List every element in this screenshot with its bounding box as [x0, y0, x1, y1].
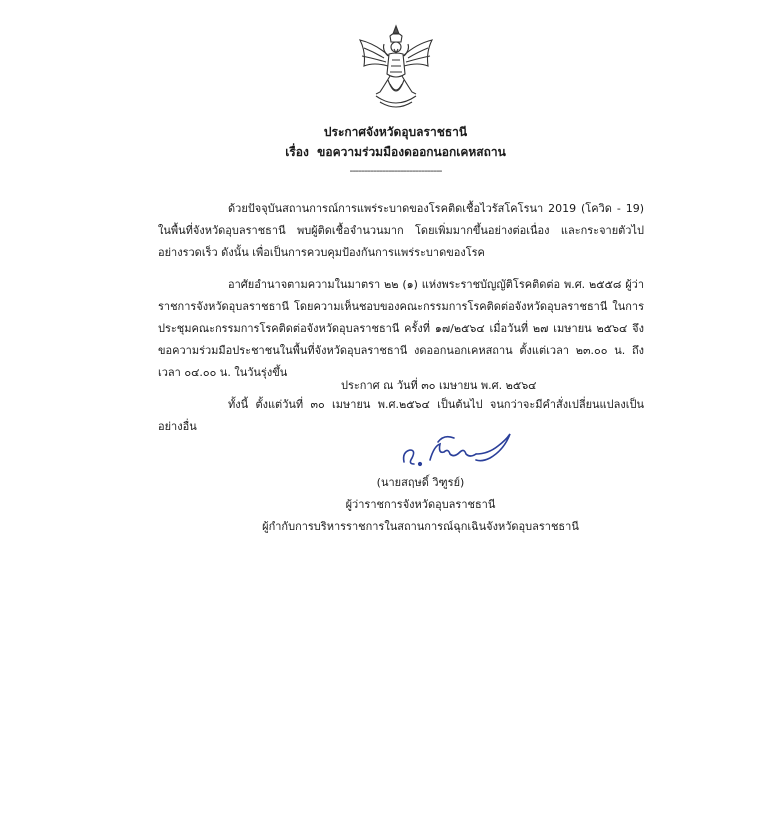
paragraph-situation — [158, 198, 644, 264]
paragraph-effective-text: ทั้งนี้ ตั้งแต่วันที่ ๓๐ เมษายน พ.ศ.๒๕๖๔ เป็นต้นไป จนกว่าจะมีคำสั่งเปลี่ยนแปลงเป็นอย่างอื่น — [158, 398, 644, 433]
paragraph-authority-text: อาศัยอำนาจตามความในมาตรา ๒๒ (๑) แห่งพระราชบัญญัติโรคติดต่อ พ.ศ. ๒๕๕๘ ผู้ว่าราชการจังหวัดอุบลราชธานี โดยความเห็นชอบของคณะกรรมการโรคติดต่อจังหวัดอุบลราชธานี ในการประชุมคณะกรรมการโรคติดต่อจังหวัดอุบลราชธานี ครั้งที่ ๑๗/๒๕๖๔ เมื่อวันที่ ๒๗ เมษายน ๒๕๖๔ จึงขอความร่วมมือประชาชนในพื้นที่จังหวัดอุบลราชธานี งดออกนอกเคหสถาน ตั้งแต่เวลา ๒๓.๐๐ น. ถึงเวลา ๐๔.๐๐ น. ในวันรุ่งขึ้น — [158, 278, 644, 379]
document-body — [158, 198, 644, 448]
signer-name: (นายสฤษดิ์ วิฑูรย์) — [376, 476, 465, 489]
document-title: ประกาศจังหวัดอุบลราชธานี — [323, 125, 468, 139]
paragraph-situation-text: ด้วยปัจจุบันสถานการณ์การแพร่ระบาดของโรคติดเชื้อไวรัสโคโรนา 2019 (โควิด - 19) ในพื้นที่จังหวัดอุบลราชธานี พบผู้ติดเชื้อจำนวนมาก โดยเพิ่มมากขึ้นอย่างต่อเนื่อง และกระจายตัวไปอย่างรวดเร็ว ดังนั้น เพื่อเป็นการควบคุมป้องกันการแพร่ระบาดของโรค — [158, 202, 644, 259]
subject-text: ขอความร่วมมืองดออกนอกเคหสถาน — [317, 145, 506, 159]
divider-rule: ------------------------------- — [349, 164, 442, 177]
signer-block — [0, 472, 769, 538]
subject-label: เรื่อง — [285, 145, 309, 159]
signer-role: ผู้กำกับการบริหารราชการในสถานการณ์ฉุกเฉินจังหวัดอุบลราชธานี — [262, 520, 579, 533]
paragraph-authority — [158, 274, 644, 384]
handwritten-signature — [398, 424, 518, 470]
garuda-emblem-icon — [354, 22, 438, 114]
announcement-date: ประกาศ ณ วันที่ ๓๐ เมษายน พ.ศ. ๒๕๖๔ — [341, 379, 537, 392]
document-subject — [22, 142, 769, 162]
document-header — [0, 122, 769, 180]
signer-title: ผู้ว่าราชการจังหวัดอุบลราชธานี — [345, 498, 496, 511]
